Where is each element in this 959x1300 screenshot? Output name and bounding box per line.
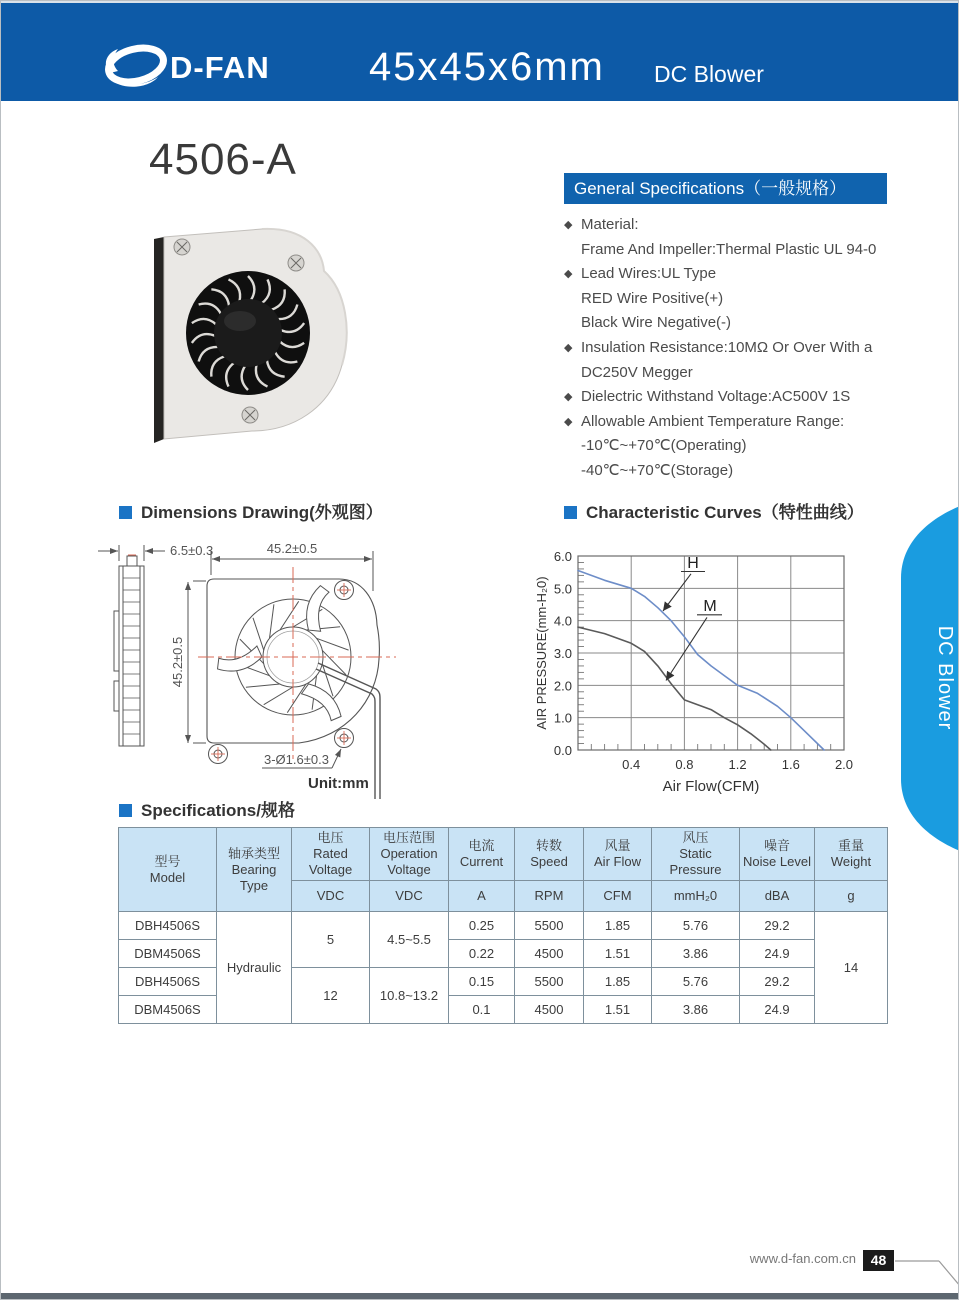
svg-text:1.6: 1.6 [781,757,800,772]
cell-airflow: 1.85 [584,912,652,940]
cell-range-12: 10.8~13.2 [370,968,449,1024]
col-noise: 噪音 Noise Level [740,828,815,881]
cell-noise: 24.9 [740,996,815,1024]
svg-text:45.2±0.5: 45.2±0.5 [266,541,318,556]
col-rated-voltage: 电压 Rated Voltage [292,828,370,881]
dim-thickness [98,543,213,561]
section-square-icon [119,506,132,519]
cell-range-5: 4.5~5.5 [370,912,449,968]
spec-line: ◆ Dielectric Withstand Voltage:AC500V 1S [564,388,851,406]
col-airflow: 风量 Air Flow [584,828,652,881]
cell-model: DBH4506S [119,968,217,996]
dim-height [170,581,206,743]
fan-swirl-icon [105,43,167,88]
col-current: 电流 Current [449,828,515,881]
unit-pressure: mmH₂0 [652,881,740,912]
cell-model: DBM4506S [119,940,217,968]
section-specifications: Specifications/规格 [119,796,295,821]
cell-model: DBM4506S [119,996,217,1024]
spec-line: -10℃~+70℃(Operating) [581,437,747,455]
svg-text:45.2±0.5: 45.2±0.5 [170,636,185,688]
header-banner [1,1,958,101]
svg-text:2.0: 2.0 [834,757,854,772]
unit-speed: RPM [515,881,584,912]
cell-rated-12: 12 [292,968,370,1024]
col-speed: 转数 Speed [515,828,584,881]
cell-model: DBH4506S [119,912,217,940]
spec-line: Black Wire Negative(-) [581,314,732,332]
cell-airflow: 1.51 [584,996,652,1024]
cell-speed: 5500 [515,968,584,996]
col-operation-voltage: 电压范围 Operation Voltage [370,828,449,881]
svg-text:3-Ø1.6±0.3: 3-Ø1.6±0.3 [264,752,329,767]
spec-line: ◆ Lead Wires:UL Type [564,265,717,283]
cell-speed: 4500 [515,940,584,968]
cell-current: 0.15 [449,968,515,996]
page-number-badge: 48 [863,1250,894,1271]
mounting-holes [209,581,354,764]
spec-line: DC250V Megger [581,363,693,381]
cell-speed: 5500 [515,912,584,940]
svg-text:0.4: 0.4 [622,757,641,772]
side-view [114,555,144,746]
cell-airflow: 1.51 [584,940,652,968]
svg-text:4.0: 4.0 [553,613,572,629]
side-tab [901,506,959,851]
side-tab-label: DC Blower [934,625,956,731]
unit-weight: g [815,881,888,912]
spec-line: ◆ Material: [564,216,639,233]
section-square-icon [564,506,577,519]
brand-text: D-FAN [170,50,270,85]
cell-noise: 24.9 [740,940,815,968]
cell-rated-5: 5 [292,912,370,968]
svg-text:2.0: 2.0 [553,678,572,694]
product-size-title: 45x45x6mm [369,45,605,89]
table-row [119,912,888,940]
fan-impeller [186,271,310,395]
svg-text:M: M [703,598,717,615]
cell-pressure: 5.76 [652,912,740,940]
general-specs-header: General Specifications（一般规格） [564,173,887,204]
model-title: 4506-A [149,135,297,184]
col-weight: 重量 Weight [815,828,888,881]
spec-line: -40℃~+70℃(Storage) [581,461,734,479]
dim-width [211,541,373,591]
dimensions-drawing [96,531,546,811]
cell-pressure: 5.76 [652,968,740,996]
unit-rated-voltage: VDC [292,881,370,912]
unit-operation-voltage: VDC [370,881,449,912]
cell-noise: 29.2 [740,912,815,940]
cell-speed: 4500 [515,996,584,1024]
section-dimensions: Dimensions Drawing(外观图） [119,498,383,523]
cell-pressure: 3.86 [652,940,740,968]
col-bearing: 轴承类型 Bearing Type [217,828,292,912]
cell-current: 0.25 [449,912,515,940]
svg-text:6.0: 6.0 [553,549,572,564]
general-specs-list [564,213,894,484]
cell-current: 0.1 [449,996,515,1024]
characteristic-curves-chart [534,538,894,803]
product-type-title: DC Blower [654,61,764,87]
website-url: www.d-fan.com.cn [749,1251,856,1266]
footer-corner-lines [891,1246,959,1300]
unit-label: Unit:mm [308,775,369,792]
cell-weight: 14 [815,912,888,1024]
y-axis-label: AIR PRESSURE(mm-H₂0) [534,576,549,730]
x-axis-label: Air Flow(CFM) [662,778,760,795]
unit-airflow: CFM [584,881,652,912]
product-photo [144,213,366,473]
holes-label [262,749,341,768]
spec-line: ◆ Allowable Ambient Temperature Range: [564,412,845,430]
svg-text:3.0: 3.0 [553,646,572,661]
col-model: 型号 Model [119,828,217,912]
svg-text:5.0: 5.0 [553,581,572,597]
svg-text:H: H [687,555,699,572]
bottom-bar [1,1293,959,1300]
cell-bearing: Hydraulic [217,912,292,1024]
spec-line: Frame And Impeller:Thermal Plastic UL 94-0 [581,240,877,258]
cell-noise: 29.2 [740,968,815,996]
spec-line: ◆ Insulation Resistance:10MΩ Or Over With a [564,338,873,356]
section-curves: Characteristic Curves（特性曲线） [564,498,864,523]
brand-logo [104,37,334,93]
table-header-row [119,828,888,881]
svg-text:1.0: 1.0 [553,710,572,726]
svg-text:0.8: 0.8 [675,757,694,772]
svg-text:1.2: 1.2 [728,757,747,772]
spec-line: RED Wire Positive(+) [581,289,724,307]
cell-pressure: 3.86 [652,996,740,1024]
specifications-table [118,827,888,1024]
unit-noise: dBA [740,881,815,912]
chart-plot-area [554,549,853,772]
cell-current: 0.22 [449,940,515,968]
col-pressure: 风压 Static Pressure [652,828,740,881]
svg-text:6.5±0.3: 6.5±0.3 [170,543,214,558]
svg-text:0.0: 0.0 [553,743,572,758]
cell-airflow: 1.85 [584,968,652,996]
unit-current: A [449,881,515,912]
